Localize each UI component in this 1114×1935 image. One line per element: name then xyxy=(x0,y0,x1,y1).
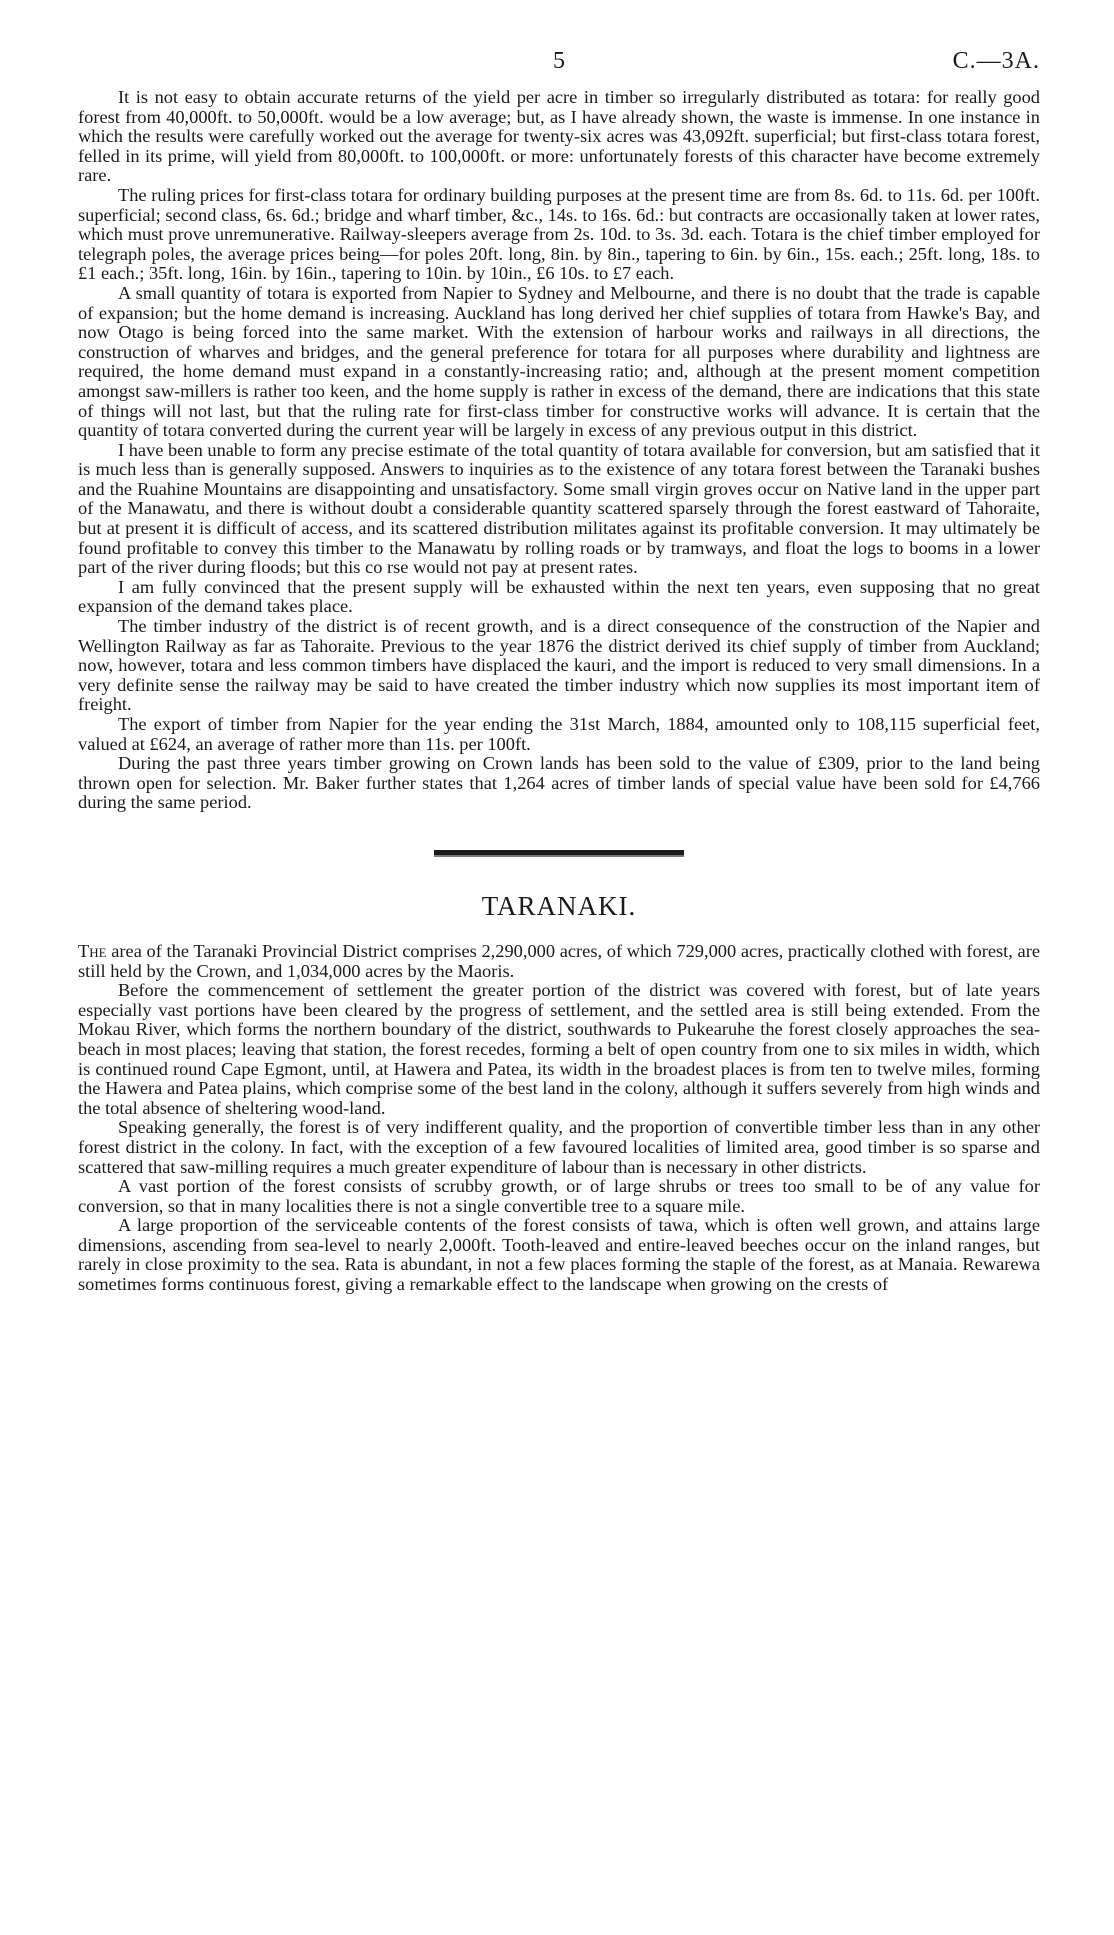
taranaki-section xyxy=(78,942,1040,1295)
section-divider xyxy=(434,850,684,855)
page-header xyxy=(78,48,1040,88)
paragraph: A vast portion of the forest consists of scrubby growth, or of large shrubs or trees too small to be of any value for conversion, so that in many localities there is not a single convertible tree to a square mile. xyxy=(78,1176,1040,1216)
paragraph: A small quantity of totara is exported from Napier to Sydney and Melbourne, and there is no doubt that the trade is capable of expansion; but the home demand is increasing. Auckland has long derived her chief supplies of totara from Hawke's Bay, and now Otago is being forced into the same market. With the extension of harbour works and railways in all directions, the construction of wharves and bridges, and the general preference for totara for all purposes where durability and lightness are required, the home demand must expand in a constantly-increasing ratio; and, although at the present moment competition amongst saw-millers is rather too keen, and the home supply is rather in excess of the demand, there are indications that this state of things will not last, but that the ruling rate for first-class timber for constructive works will advance. It is certain that the quantity of totara converted during the current year will be largely in excess of any previous output in this district. xyxy=(78,282,1040,441)
intro-section xyxy=(78,88,1040,813)
lead-word: The xyxy=(78,940,107,961)
paragraph: Speaking generally, the forest is of very indifferent quality, and the proportion of convertible timber less than in any other forest district in the colony. In fact, with the exception of a few favoured localities of limited area, good timber is so sparse and scattered that saw-milling requires a much greater expenditure of labour than is necessary in other districts. xyxy=(78,1117,1040,1177)
paragraph xyxy=(78,942,1040,981)
paragraph: A large proportion of the serviceable contents of the forest consists of tawa, which is often well grown, and attains large dimensions, ascending from sea-level to nearly 2,000ft. Tooth-leaved and entire-leaved beeches occur on the inland ranges, but rarely in close proximity to the sea. Rata is abundant, in not a few places forming the staple of the forest, as at Manaia. Rewarewa sometimes forms continuous forest, giving a remarkable effect to the landscape when growing on the crests of xyxy=(78,1215,1040,1295)
paragraph: The timber industry of the district is of recent growth, and is a direct consequence of the construction of the Napier and Wellington Railway as far as Tahoraite. Previous to the year 1876 the district derived its chief supply of timber from Auckland; now, however, totara and less common timbers have displaced the kauri, and the import is reduced to very small dimensions. In a very definite sense the railway may be said to have created the timber industry which now supplies its most important item of freight. xyxy=(78,616,1040,715)
paragraph-text: area of the Taranaki Provincial District comprises 2,290,000 acres, of which 729,000 acres, practically clothed with forest, are still held by the Crown, and 1,034,000 acres by the Maoris. xyxy=(78,940,1040,981)
paragraph: Before the commencement of settlement the greater portion of the district was covered with forest, but of late years especially vast portions have been cleared by the progress of settlement, and the settled area is still being extended. From the Mokau River, which forms the northern boundary of the district, southwards to Pukearuhe the forest closely approaches the sea-beach in most places; leaving that station, the forest recedes, forming a belt of open country from one to six miles in width, which is continued round Cape Egmont, until, at Hawera and Patea, its width in the broadest places is from ten to twelve miles, forming the Hawera and Patea plains, which comprise some of the best land in the colony, although it suffers severely from high winds and the total absence of sheltering wood-land. xyxy=(78,980,1040,1118)
paragraph: The export of timber from Napier for the year ending the 31st March, 1884, amounted only to 108,115 superficial feet, valued at £624, an average of rather more than 11s. per 100ft. xyxy=(78,714,1040,754)
section-heading: TARANAKI. xyxy=(481,890,637,921)
document-page xyxy=(78,48,1040,1928)
page-number: 5 xyxy=(553,48,565,74)
paragraph: During the past three years timber growing on Crown lands has been sold to the value of £309, prior to the land being thrown open for selection. Mr. Baker further states that 1,264 acres of timber lands of special value have been sold for £4,766 during the same period. xyxy=(78,753,1040,813)
paragraph: I am fully convinced that the present supply will be exhausted within the next ten years, even supposing that no great expansion of the demand takes place. xyxy=(78,576,1040,617)
document-reference: C.—3A. xyxy=(952,48,1040,74)
paragraph: I have been unable to form any precise estimate of the total quantity of totara available for conversion, but am satisfied that it is much less than is generally supposed. Answers to inquiries as to the existence of any totara forest between the Taranaki bushes and the Ruahine Mountains are disappointing and unsatisfactory. Some small virgin groves occur on Native land in the upper part of the Manawatu, and there is without doubt a considerable quantity scattered sparsely through the forest eastward of Tahoraite, but at present it is difficult of access, and its scattered distribution militates against its profitable conversion. It may ultimately be found profitable to convey this timber to the Manawatu by rolling roads or by tramways, and float the logs to booms in a lower part of the river during floods; but this co rse would not pay at present rates. xyxy=(78,439,1040,578)
paragraph: It is not easy to obtain accurate returns of the yield per acre in timber so irregularly distributed as totara: for really good forest from 40,000ft. to 50,000ft. would be a low average; but, as I have already shown, the waste is immense. In one instance in which the results were carefully worked out the average for twenty-six acres was 43,092ft. superficial; but first-class totara forest, felled in its prime, will yield from 80,000ft. to 100,000ft. or more: unfortunately forests of this character have become extremely rare. xyxy=(78,87,1040,186)
paragraph: The ruling prices for first-class totara for ordinary building purposes at the present time are from 8s. 6d. to 11s. 6d. per 100ft. superficial; second class, 6s. 6d.; bridge and wharf timber, &c., 14s. to 16s. 6d.: but contracts are occasionally taken at lower rates, which must prove unremunerative. Railway-sleepers average from 2s. 10d. to 3s. 3d. each. Totara is the chief timber employed for telegraph poles, the average prices being—for poles 20ft. long, 8in. by 8in., tapering to 6in. by 6in., 15s. each.; 25ft. long, 18s. to £1 each.; 35ft. long, 16in. by 16in., tapering to 10in. by 10in., £6 10s. to £7 each. xyxy=(78,184,1040,284)
